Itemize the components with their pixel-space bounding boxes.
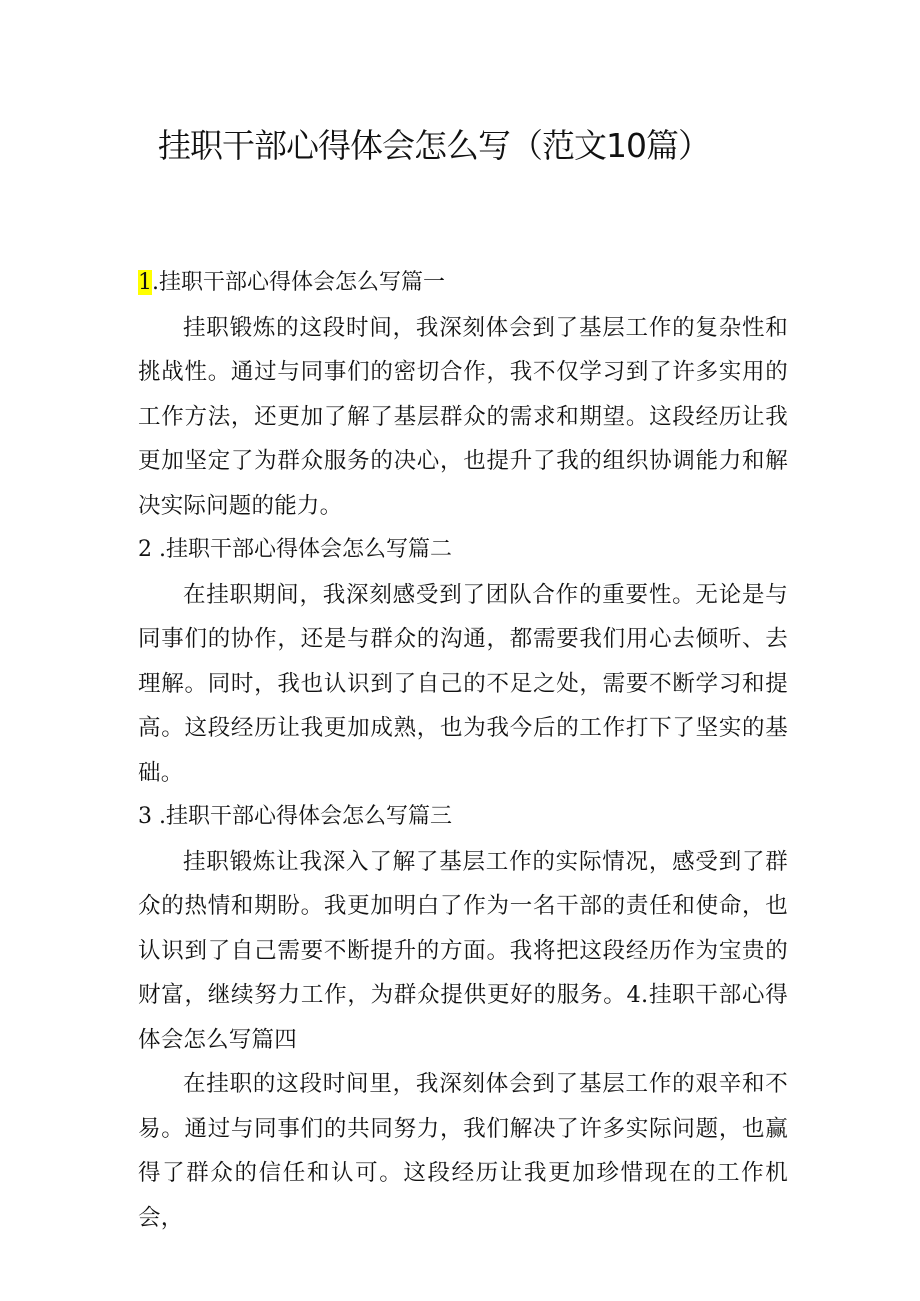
- section-heading-1: [138, 261, 788, 306]
- section-paragraph-2: 在挂职期间，我深刻感受到了团队合作的重要性。无论是与同事们的协作，还是与群众的沟通，都需要我们用心去倾听、去理解。同时，我也认识到了自己的不足之处，需要不断学习和提高。这段经历让我更加成熟，也为我今后的工作打下了坚实的基础。: [138, 581, 788, 786]
- section-heading-text: .挂职干部心得体会怎么写篇一: [152, 270, 445, 295]
- highlighted-number: 1: [138, 270, 152, 295]
- document-title: 挂职干部心得体会怎么写（范文10篇）: [158, 126, 710, 165]
- section-heading-2: 2 .挂职干部心得体会怎么写篇二: [138, 537, 452, 562]
- section-paragraph-3: 挂职锻炼让我深入了解了基层工作的实际情况，感受到了群众的热情和期盼。我更加明白了作为一名干部的责任和使命，也认识到了自己需要不断提升的方面。我将把这段经历作为宝贵的财富，继续努力工作，为群众提供更好的服务。4.挂职干部心得体会怎么写篇四: [138, 848, 788, 1053]
- section-paragraph-1: 挂职锻炼的这段时间，我深刻体会到了基层工作的复杂性和挑战性。通过与同事们的密切合作，我不仅学习到了许多实用的工作方法，还更加了解了基层群众的需求和期望。这段经历让我更加坚定了为群众服务的决心，也提升了我的组织协调能力和解决实际问题的能力。: [138, 314, 788, 519]
- document-body: [138, 261, 788, 1240]
- section-paragraph-4: 在挂职的这段时间里，我深刻体会到了基层工作的艰辛和不易。通过与同事们的共同努力，我们解决了许多实际问题，也赢得了群众的信任和认可。这段经历让我更加珍惜现在的工作机会，: [138, 1071, 788, 1231]
- section-heading-3: 3 .挂职干部心得体会怎么写篇三: [138, 804, 452, 829]
